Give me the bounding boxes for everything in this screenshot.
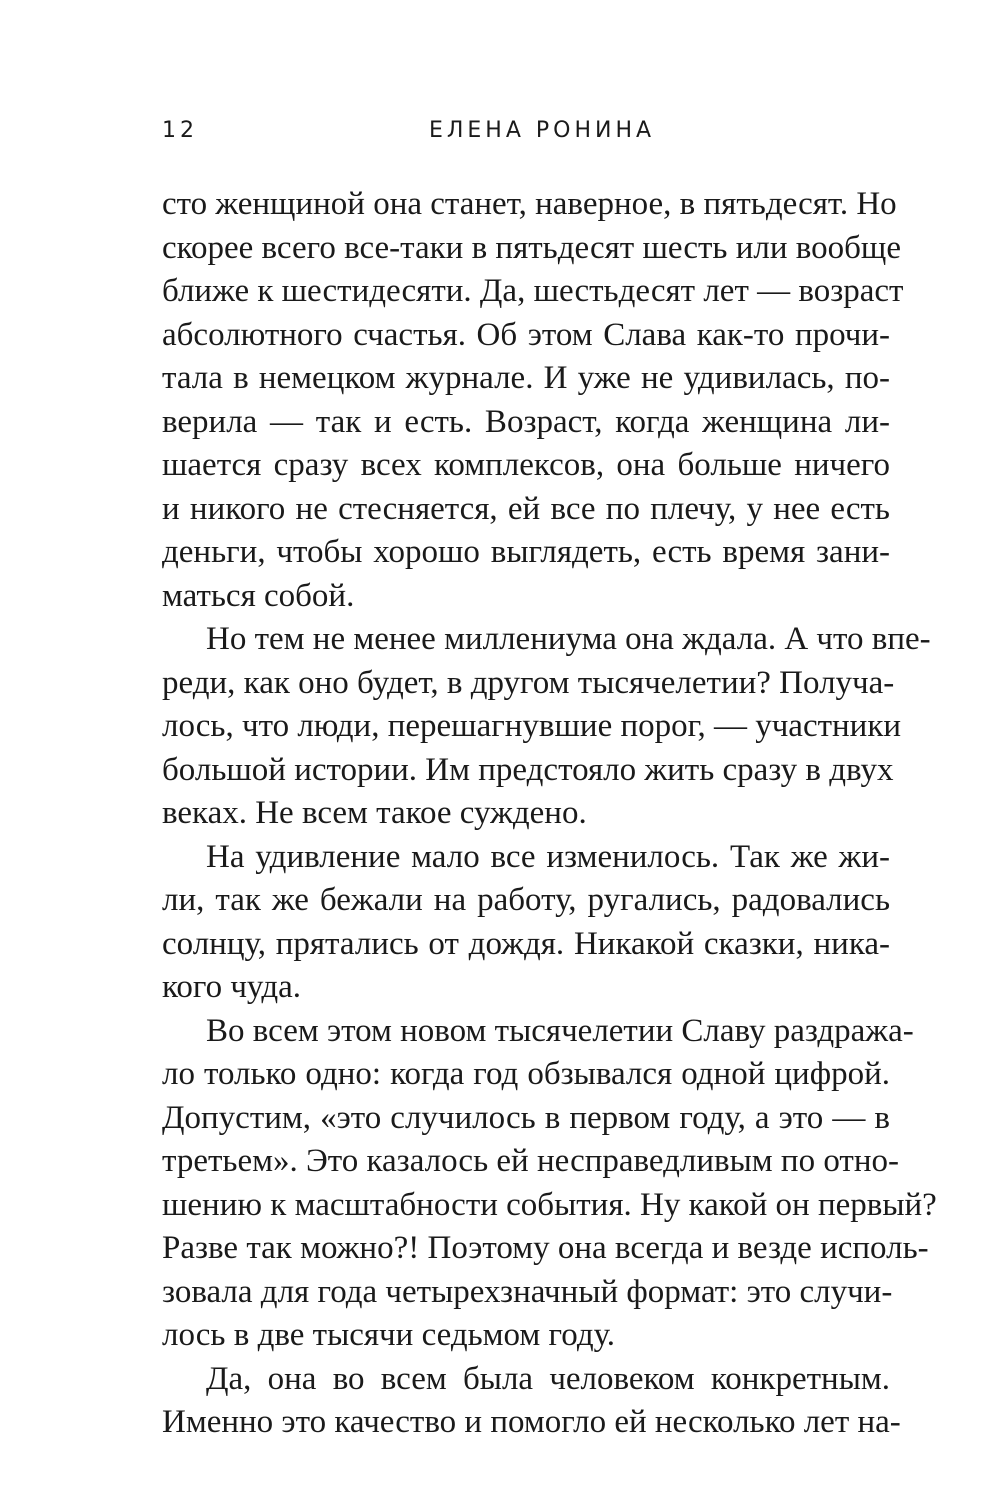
text-line: и никого не стесняется, ей все по плечу, у нее есть [162,490,890,527]
text-line: шается сразу всех комплексов, она больше ничего [162,447,890,483]
running-title: ЕЛЕНА РОНИНА [428,118,656,143]
text-line: веках. Не всем такое суждено. [162,795,587,831]
text-line: Именно это качество и помогло ей несколько лет на- [162,1404,901,1440]
text-line: Во всем этом новом тысячелетии Славу раздража- [206,1012,914,1049]
text-line: ли, так же бежали на работу, ругались, радовались [162,882,890,918]
body-text [162,183,937,1445]
text-line: Но тем не менее миллениума она ждала. А что впе- [206,621,931,657]
text-line: тала в немецком журнале. И уже не удивилась, по- [162,360,890,396]
text-line: шению к масштабности события. Ну какой он первый? [162,1186,937,1223]
text-line: ло только одно: когда год обзывался одной цифрой. [162,1056,890,1092]
text-line: реди, как оно будет, в другом тысячелетии? Получа- [162,664,895,701]
text-line: большой истории. Им предстояло жить сразу в двух [162,751,894,788]
text-line: абсолютного счастья. Об этом Слава как-то прочи- [162,316,890,353]
text-line: кого чуда. [162,969,302,1005]
text-line: зовала для года четырехзначный формат: это случи- [162,1273,893,1310]
text-line: Разве так можно?! Поэтому она всегда и везде исполь- [162,1230,929,1266]
text-line: Допустим, «это случилось в первом году, а это — в [162,1099,890,1136]
text-line: лось в две тысячи седьмом году. [162,1317,616,1353]
text-line: На удивление мало все изменилось. Так же жи- [206,838,890,875]
page-header [162,118,890,158]
text-line: сто женщиной она станет, наверное, в пятьдесят. Но [162,186,897,222]
text-line: солнцу, прятались от дождя. Никакой сказки, ника- [162,925,890,962]
text-line: лось, что люди, перешагнувшие порог, — участники [162,708,902,744]
text-line: Да, она во всем была человеком конкретным. [206,1360,890,1397]
text-line: скорее всего все-таки в пятьдесят шесть или вообще [162,229,901,266]
text-line: маться собой. [162,577,355,614]
text-line: верила — так и есть. Возраст, когда женщина ли- [162,403,890,440]
text-line: деньги, чтобы хорошо выглядеть, есть время зани- [162,534,890,570]
text-line: ближе к шестидесяти. Да, шестьдесят лет — возраст [162,273,904,309]
text-line: третьем». Это казалось ей несправедливым по отно- [162,1143,899,1179]
page-number: 12 [162,118,198,143]
